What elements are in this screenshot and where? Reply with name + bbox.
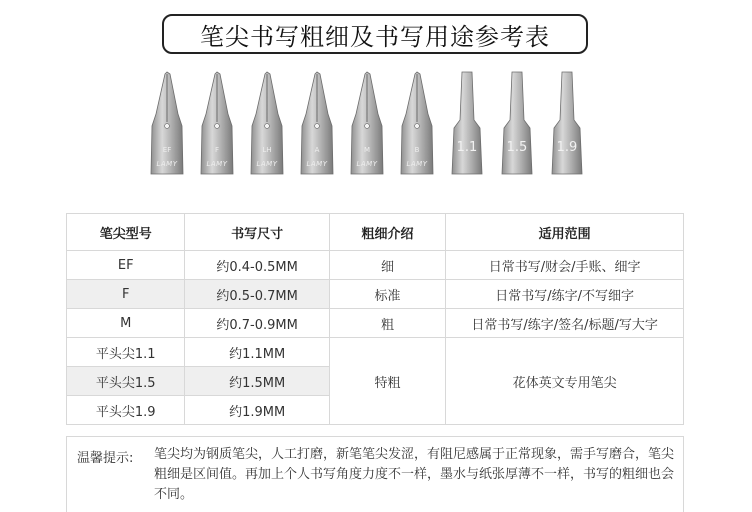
nib-image xyxy=(398,70,436,176)
nib-code-label: 1.9 xyxy=(556,140,578,155)
notice-box xyxy=(66,436,684,512)
cell-model: 平头尖1.5 xyxy=(67,367,185,396)
nib-spec-table xyxy=(66,213,684,425)
nib-image xyxy=(348,70,386,176)
cell-usage: 日常书写/练字/签名/标题/写大字 xyxy=(446,309,684,338)
nib-brand-label: LAMY xyxy=(356,160,378,168)
notice-text: 笔尖均为钢质笔尖，人工打磨，新笔笔尖发涩，有阻尼感属于正常现象，需手写磨合，笔尖粗细是区间值。再加上个人书写角度力度不一样，墨水与纸张厚薄不一样，书写的粗细也会不同。 xyxy=(154,447,675,502)
cell-size: 约1.9MM xyxy=(185,396,329,425)
cell-thickness: 标准 xyxy=(329,280,445,309)
nib-code-label: F xyxy=(214,146,220,154)
page-title xyxy=(162,14,588,54)
nib-image xyxy=(448,70,486,176)
cell-thickness: 粗 xyxy=(329,309,445,338)
nib-code-label: M xyxy=(363,146,371,154)
nib-code-label: 1.5 xyxy=(506,140,528,155)
cell-model: EF xyxy=(67,251,185,280)
cell-usage-flat: 花体英文专用笔尖 xyxy=(446,338,684,425)
cell-usage: 日常书写/财会/手账、细字 xyxy=(446,251,684,280)
cell-usage: 日常书写/练字/不写细字 xyxy=(446,280,684,309)
nib-brand-label: LAMY xyxy=(256,160,278,168)
cell-size: 约1.5MM xyxy=(185,367,329,396)
nib-code-label: A xyxy=(314,146,320,154)
cell-model: M xyxy=(67,309,185,338)
nib-code-label: LH xyxy=(262,146,272,154)
nib-image xyxy=(198,70,236,176)
nib-code-label: 1.1 xyxy=(456,140,478,155)
cell-model: 平头尖1.1 xyxy=(67,338,185,367)
cell-model: 平头尖1.9 xyxy=(67,396,185,425)
nib-brand-label: LAMY xyxy=(156,160,178,168)
table-row xyxy=(67,309,684,338)
header-usage: 适用范围 xyxy=(446,214,684,251)
nib-image xyxy=(248,70,286,176)
nib-image xyxy=(548,70,586,176)
cell-thickness-flat: 特粗 xyxy=(329,338,445,425)
header-thickness: 粗细介绍 xyxy=(329,214,445,251)
nib-code-label: B xyxy=(414,146,420,154)
nib-image xyxy=(498,70,536,176)
cell-model: F xyxy=(67,280,185,309)
header-model: 笔尖型号 xyxy=(67,214,185,251)
table-row xyxy=(67,280,684,309)
nib-image xyxy=(148,70,186,176)
nib-brand-label: LAMY xyxy=(406,160,428,168)
table-row xyxy=(67,251,684,280)
page-title-text: 笔尖书写粗细及书写用途参考表 xyxy=(200,22,550,51)
nib-brand-label: LAMY xyxy=(306,160,328,168)
header-size: 书写尺寸 xyxy=(185,214,329,251)
nib-image xyxy=(298,70,336,176)
cell-size: 约1.1MM xyxy=(185,338,329,367)
nib-gallery xyxy=(148,70,588,176)
cell-size: 约0.5-0.7MM xyxy=(185,280,329,309)
cell-size: 约0.7-0.9MM xyxy=(185,309,329,338)
cell-thickness: 细 xyxy=(329,251,445,280)
table-header-row xyxy=(67,214,684,251)
nib-code-label: EF xyxy=(162,146,172,154)
nib-brand-label: LAMY xyxy=(206,160,228,168)
notice-label: 温馨提示: xyxy=(77,451,134,466)
cell-size: 约0.4-0.5MM xyxy=(185,251,329,280)
table-row xyxy=(67,338,684,367)
